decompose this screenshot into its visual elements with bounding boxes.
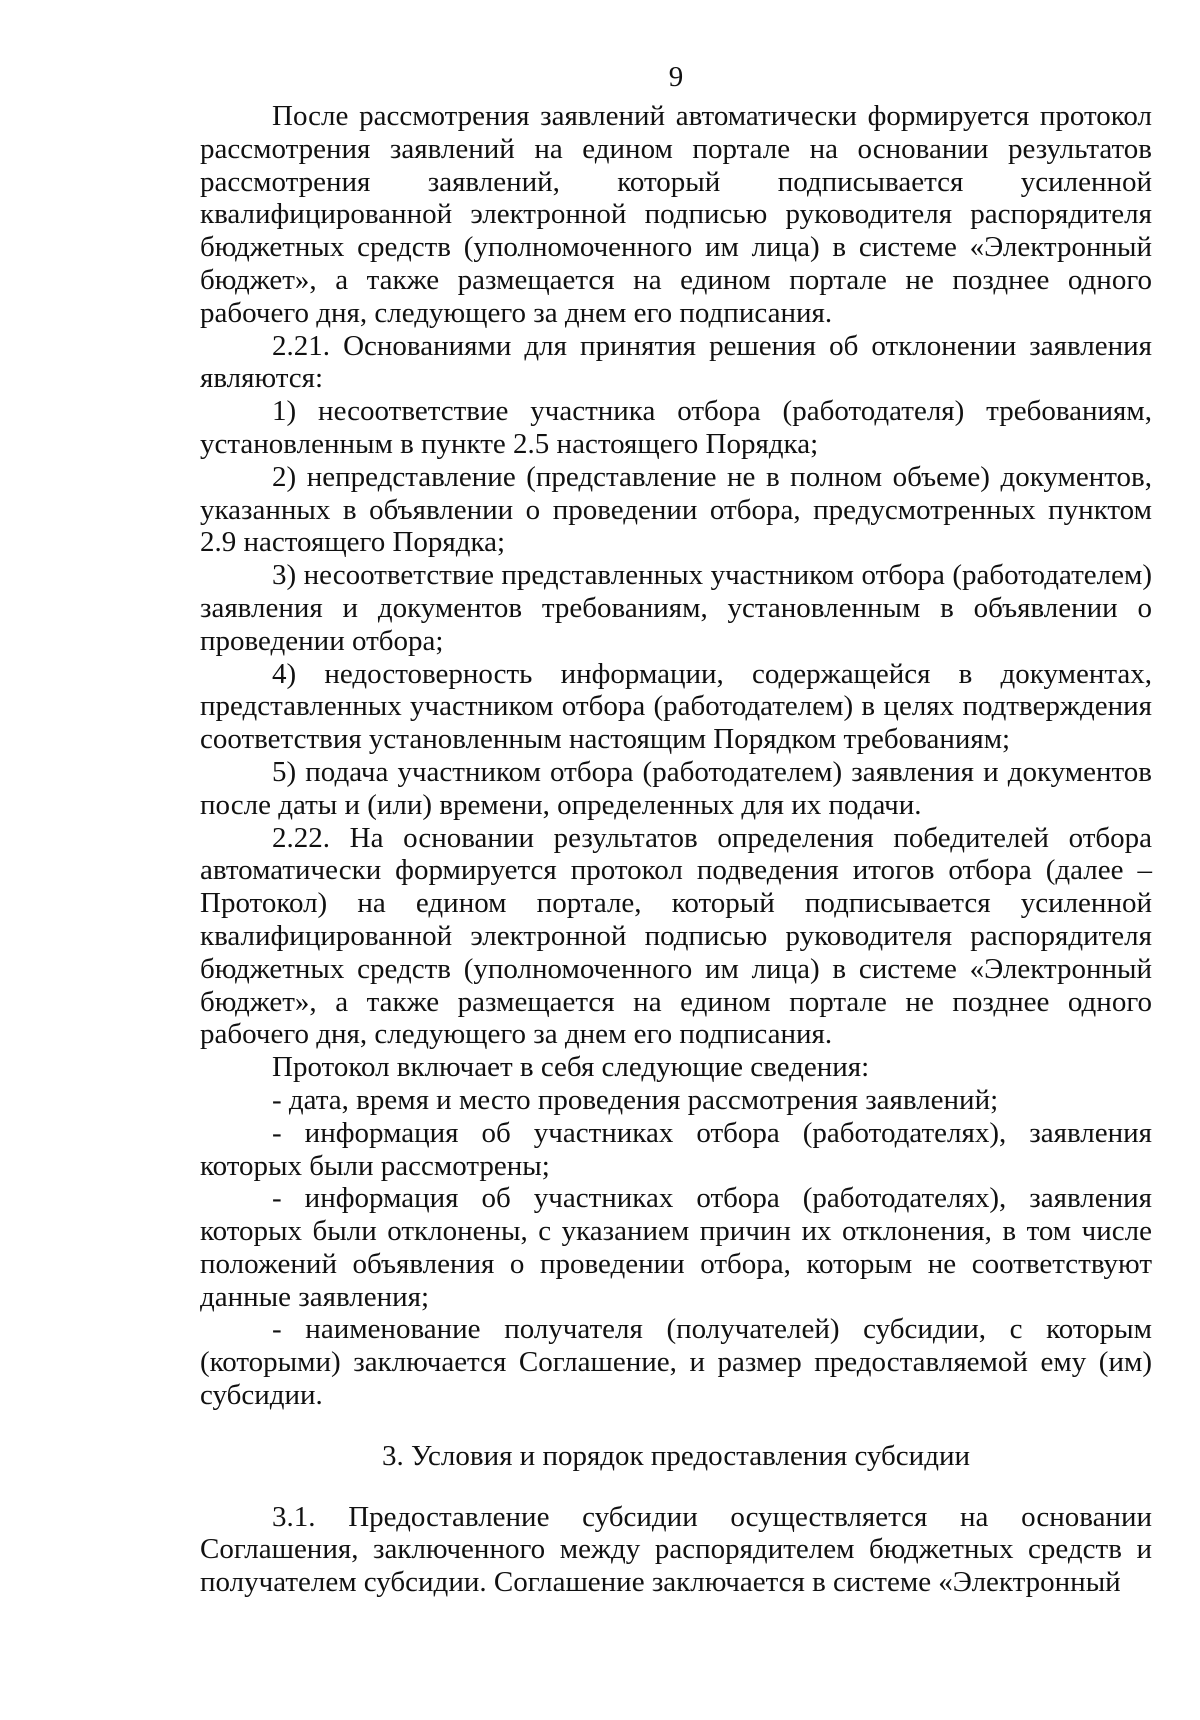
dash-item-rejected: - информация об участниках отбора (работодателях), заявления которых были отклонены, с указанием причин их отклонения, в том числе положений объявления о проведении отбора, которым не соответствуют данные заявления; [200, 1182, 1152, 1313]
section-heading: 3. Условия и порядок предоставления субсидии [381, 1439, 970, 1472]
list-item-3: 3) несоответствие представленных участником отбора (работодателем) заявления и документов требованиям, установленным в объявлении о проведении отбора; [200, 559, 1152, 657]
page-number: 9 [668, 61, 684, 93]
dash-item-recipient: - наименование получателя (получателей) субсидии, с которым (которыми) заключается Соглашение, и размер предоставляемой ему (им) субсидии. [200, 1313, 1152, 1412]
list-item-1: 1) несоответствие участника отбора (работодателя) требованиям, установленным в пункте 2.5 настоящего Порядка; [200, 395, 1152, 460]
paragraph-3-1: 3.1. Предоставление субсидии осуществляется на основании Соглашения, заключенного между распорядителем бюджетных средств и получателем субсидии. Соглашение заключается в системе «Электронный [200, 1500, 1152, 1599]
paragraph-2-22: 2.22. На основании результатов определения победителей отбора автоматически формируется протокол подведения итогов отбора (далее – Протокол) на едином портале, который подписывается усиленной квалифицированной электронной подписью руководителя распорядителя бюджетных средств (уполномоченного им лица) в системе «Электронный бюджет», а также размещается на едином портале не позднее одного рабочего дня, следующего за днем его подписания. [200, 821, 1152, 1051]
list-item-4: 4) недостоверность информации, содержащейся в документах, представленных участником отбора (работодателем) в целях подтверждения соответствия установленным настоящим Порядком требованиям; [200, 657, 1152, 756]
paragraph-protocol-review: После рассмотрения заявлений автоматически формируется протокол рассмотрения заявлений на едином портале на основании результатов рассмотрения заявлений, который подписывается усиленной квалифицированной электронной подписью руководителя распорядителя бюджетных средств (уполномоченного им лица) в системе «Электронный бюджет», а также размещается на едином портале не позднее одного рабочего дня, следующего за днем его подписания. [200, 100, 1152, 329]
dash-item-date: - дата, время и место проведения рассмотрения заявлений; [272, 1083, 999, 1116]
paragraph-2-21: 2.21. Основаниями для принятия решения об отклонении заявления являются: [200, 329, 1152, 395]
list-item-5: 5) подача участником отбора (работодателем) заявления и документов после даты и (или) времени, определенных для их подачи. [200, 755, 1152, 821]
dash-item-reviewed: - информация об участниках отбора (работодателях), заявления которых были рассмотрены; [200, 1116, 1152, 1182]
paragraph-protocol-contents: Протокол включает в себя следующие сведения: [272, 1051, 870, 1084]
document-page [200, 60, 1152, 1599]
list-item-2: 2) непредставление (представление не в полном объеме) документов, указанных в объявлении о проведении отбора, предусмотренных пунктом 2.9 настоящего Порядка; [200, 460, 1152, 559]
